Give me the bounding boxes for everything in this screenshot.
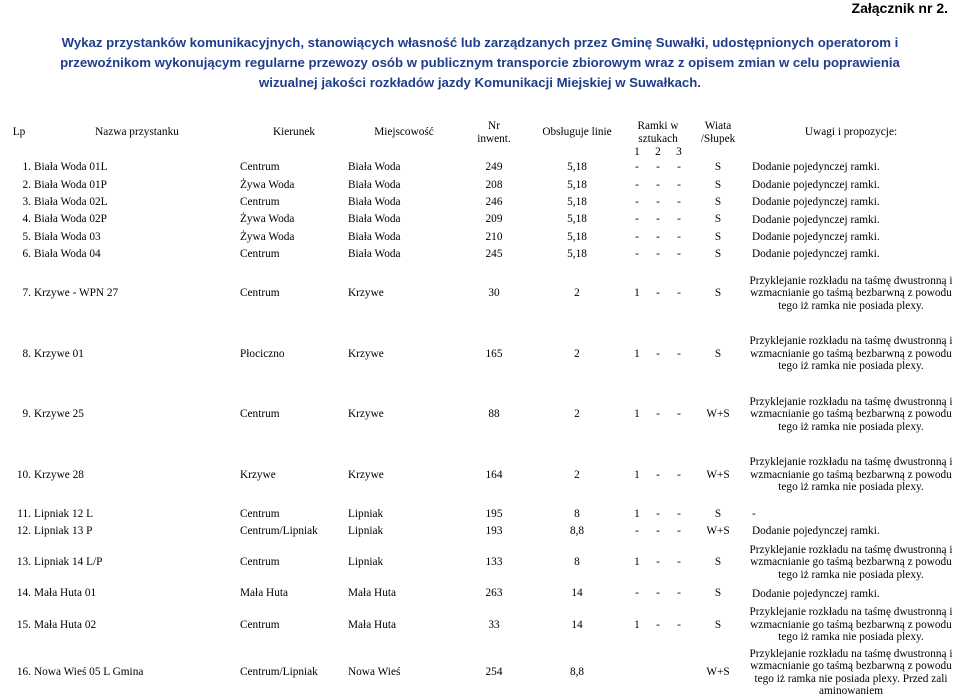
row-frame-1: 1: [634, 287, 640, 300]
row-shelter: S: [714, 161, 722, 174]
row-note: Przyklejanie rozkładu na taśmę dwustronną i wzmacnianie go taśmą bezbarwną z powodu tego iż ramka nie posiada plexy.: [749, 456, 953, 494]
row-town: Krzywe: [348, 468, 384, 481]
col-lp: Lp: [12, 126, 26, 138]
col-direction: Kierunek: [272, 126, 316, 138]
row-lines: 8: [574, 507, 580, 520]
table-row: [4, 211, 956, 228]
row-inventory-number: 209: [485, 213, 503, 226]
row-direction: Centrum: [240, 556, 280, 569]
stop-name-text: Lipniak 14 L/P: [34, 556, 103, 569]
row-town: Biała Woda: [348, 213, 401, 226]
row-direction: Żywa Woda: [240, 230, 295, 243]
stop-name-text: Mała Huta 01: [34, 587, 97, 600]
row-town: Biała Woda: [348, 195, 401, 208]
row-town: Mała Huta: [348, 587, 396, 600]
row-frame-3: -: [677, 618, 681, 631]
stops-table: [4, 106, 956, 698]
row-inventory-number: 165: [485, 347, 503, 360]
table-row: [4, 246, 956, 263]
row-note: Dodanie pojedynczej ramki.: [752, 196, 880, 209]
row-frame-3: -: [677, 347, 681, 360]
row-stop-name: [34, 176, 240, 193]
table-row: [4, 585, 956, 602]
row-direction: Centrum: [240, 408, 280, 421]
row-inventory-number: 263: [485, 587, 503, 600]
row-lp: 2.: [22, 178, 31, 191]
row-frame-2: -: [656, 230, 660, 243]
stop-name-text: Krzywe - WPN 27: [34, 287, 119, 300]
row-town: Lipniak: [348, 556, 384, 569]
row-note: Dodanie pojedynczej ramki.: [752, 161, 880, 174]
row-inventory-number: 246: [485, 195, 503, 208]
row-lines: 8,8: [569, 524, 585, 537]
row-lines: 5,18: [567, 178, 587, 191]
row-direction: Mała Huta: [240, 587, 288, 600]
row-shelter: W+S: [706, 408, 730, 421]
row-direction: Płociczno: [240, 347, 285, 360]
stop-name-text: Krzywe 01: [34, 347, 84, 360]
row-lines: 5,18: [567, 248, 587, 261]
col-name: Nazwa przystanku: [95, 126, 179, 138]
row-direction: Żywa Woda: [240, 178, 295, 191]
row-frame-3: -: [677, 178, 681, 191]
row-lines: 14: [571, 618, 583, 631]
row-note: Dodanie pojedynczej ramki.: [752, 248, 880, 261]
col-frames: [626, 106, 690, 146]
row-lines: 5,18: [567, 230, 587, 243]
row-stop-name: [34, 324, 240, 385]
row-lp: 13.: [16, 556, 31, 569]
row-shelter: S: [714, 230, 722, 243]
row-town: Biała Woda: [348, 178, 401, 191]
row-town: Lipniak: [348, 507, 384, 520]
table-row: [4, 176, 956, 193]
row-frame-1: -: [635, 230, 639, 243]
row-stop-name: [34, 384, 240, 445]
stop-name-text: Nowa Wieś 05 L Gmina: [34, 666, 144, 679]
row-frame-3: -: [677, 507, 681, 520]
row-note: Przyklejanie rozkładu na taśmę dwustronną i wzmacnianie go taśmą bezbarwną z powodu tego iż ramka nie posiada plexy.: [749, 543, 953, 581]
row-direction: Żywa Woda: [240, 213, 295, 226]
row-inventory-number: 133: [485, 556, 503, 569]
row-lines: 5,18: [567, 195, 587, 208]
row-shelter: S: [714, 507, 722, 520]
row-frame-2: -: [656, 347, 660, 360]
row-direction: Krzywe: [240, 468, 276, 481]
row-frame-3: -: [677, 556, 681, 569]
row-frame-2: -: [656, 195, 660, 208]
row-note: Przyklejanie rozkładu na taśmę dwustronną i wzmacnianie go taśmą bezbarwną z powodu tego iż ramka nie posiada plexy.: [749, 274, 953, 312]
row-frame-3: -: [677, 248, 681, 261]
row-inventory-number: 193: [485, 524, 503, 537]
table-row: [4, 603, 956, 648]
row-frame-1: -: [635, 248, 639, 261]
stop-name-text: Biała Woda 03: [34, 230, 101, 243]
row-note: -: [752, 507, 756, 520]
row-stop-name: [34, 648, 240, 698]
row-stop-name: [34, 159, 240, 176]
stop-name-text: Lipniak 12 L: [34, 507, 93, 520]
row-lines: 2: [574, 408, 580, 421]
row-frame-2: -: [656, 618, 660, 631]
row-frame-2: -: [656, 213, 660, 226]
row-shelter: S: [714, 618, 722, 631]
title-line-1: Wykaz przystanków komunikacyjnych, stanowiących własność lub zarządzanych przez Gminę Suwałki, udostępnionych operatorom i: [61, 35, 899, 50]
row-note: Przyklejanie rozkładu na taśmę dwustronną i wzmacnianie go taśmą bezbarwną z powodu tego iż ramka nie posiada plexy. Przed zali aminowaniem: [749, 647, 953, 698]
table-row: [4, 229, 956, 246]
title-line-2: przewoźnikom wykonującym regularne przewozy osób w publicznym transporcie zbiorowym wraz z opisem zmian w celu poprawienia: [60, 55, 900, 70]
row-stop-name: [34, 263, 240, 324]
row-shelter: S: [714, 587, 722, 600]
col-shelter-line1: Wiata: [704, 119, 732, 132]
col-frames-line2: sztukach: [638, 133, 678, 145]
row-direction: Centrum/Lipniak: [240, 524, 318, 537]
row-frame-1: -: [635, 161, 639, 174]
row-lp: 14.: [16, 587, 31, 600]
row-lp: 7.: [22, 287, 31, 300]
row-frame-2: -: [656, 468, 660, 481]
stop-name-text: Krzywe 28: [34, 468, 84, 481]
row-direction: Centrum: [240, 287, 280, 300]
row-town: Krzywe: [348, 408, 384, 421]
row-frame-2: -: [656, 408, 660, 421]
row-frame-3: -: [677, 524, 681, 537]
row-inventory-number: 195: [485, 507, 503, 520]
stop-name-text: Biała Woda 02P: [34, 213, 107, 226]
row-town: Mała Huta: [348, 618, 396, 631]
row-stop-name: [34, 246, 240, 263]
row-inventory-number: 88: [488, 408, 500, 421]
row-note: Dodanie pojedynczej ramki.: [752, 230, 880, 243]
col-frame-3: 3: [676, 146, 682, 158]
row-note: Dodanie pojedynczej ramki.: [752, 178, 880, 191]
row-direction: Centrum/Lipniak: [240, 666, 318, 679]
row-lp: 5.: [22, 230, 31, 243]
row-town: Biała Woda: [348, 161, 401, 174]
row-inventory-number: 30: [488, 287, 500, 300]
row-shelter: W+S: [706, 468, 730, 481]
row-lines: 14: [571, 587, 583, 600]
row-note: Przyklejanie rozkładu na taśmę dwustronną i wzmacnianie go taśmą bezbarwną z powodu tego iż ramka nie posiada plexy.: [749, 335, 953, 373]
row-shelter: W+S: [706, 666, 730, 679]
row-shelter: S: [714, 556, 722, 569]
row-town: Nowa Wieś: [348, 666, 401, 679]
table-body: [4, 159, 956, 698]
row-frame-3: -: [677, 230, 681, 243]
row-town: Lipniak: [348, 524, 384, 537]
row-frame-1: -: [635, 178, 639, 191]
row-stop-name: [34, 603, 240, 648]
row-frame-2: -: [656, 524, 660, 537]
col-inventory-line1: Nr: [488, 119, 500, 132]
row-direction: Centrum: [240, 507, 280, 520]
row-lp: 9.: [22, 408, 31, 421]
table-row: [4, 384, 956, 445]
row-shelter: S: [714, 195, 722, 208]
row-frame-1: -: [635, 524, 639, 537]
row-frame-2: -: [656, 287, 660, 300]
row-frame-3: -: [677, 587, 681, 600]
row-frame-3: -: [677, 468, 681, 481]
row-lines: 8: [574, 556, 580, 569]
col-notes: Uwagi i propozycje:: [804, 126, 898, 138]
row-town: Krzywe: [348, 287, 384, 300]
row-frame-3: -: [677, 287, 681, 300]
row-frame-1: -: [635, 213, 639, 226]
row-lp: 3.: [22, 195, 31, 208]
title-line-3: wizualnej jakości rozkładów jazdy Komunikacji Miejskiej w Suwałkach.: [259, 75, 701, 90]
row-stop-name: [34, 540, 240, 585]
row-lines: 5,18: [567, 213, 587, 226]
table-row: [4, 194, 956, 211]
row-frame-3: -: [677, 195, 681, 208]
row-stop-name: [34, 194, 240, 211]
row-lp: 16.: [16, 666, 31, 679]
row-lines: 5,18: [567, 161, 587, 174]
row-lp: 8.: [22, 347, 31, 360]
row-stop-name: [34, 211, 240, 228]
stop-name-text: Biała Woda 01L: [34, 161, 108, 174]
row-note: Dodanie pojedynczej ramki.: [752, 525, 880, 538]
annex-label: Załącznik nr 2.: [851, 0, 948, 16]
row-stop-name: [34, 445, 240, 506]
row-lp: 15.: [16, 618, 31, 631]
row-frame-1: 1: [634, 408, 640, 421]
row-frame-1: [626, 648, 648, 698]
col-lines: Obsługuje linie: [542, 126, 612, 138]
row-frame-2: -: [656, 161, 660, 174]
table-row: [4, 540, 956, 585]
row-frame-1: 1: [634, 347, 640, 360]
row-inventory-number: 254: [485, 666, 503, 679]
row-town: Biała Woda: [348, 230, 401, 243]
row-frame-2: -: [656, 587, 660, 600]
row-inventory-number: 164: [485, 468, 503, 481]
col-frame-2: 2: [655, 146, 661, 158]
row-inventory-number: 245: [485, 248, 503, 261]
row-stop-name: [34, 523, 240, 540]
stop-name-text: Biała Woda 04: [34, 248, 101, 261]
row-stop-name: [34, 505, 240, 522]
stop-name-text: Lipniak 13 P: [34, 524, 93, 537]
row-lp: 12.: [16, 524, 31, 537]
row-lines: 2: [574, 347, 580, 360]
row-lp: 10.: [16, 468, 31, 481]
row-lp: 4.: [22, 213, 31, 226]
row-inventory-number: 210: [485, 230, 503, 243]
row-frame-2: -: [656, 556, 660, 569]
row-shelter: W+S: [706, 524, 730, 537]
table-row: [4, 263, 956, 324]
row-stop-name: [34, 585, 240, 602]
row-frame-2: -: [656, 178, 660, 191]
row-lp: 6.: [22, 248, 31, 261]
stop-name-text: Krzywe 25: [34, 408, 84, 421]
row-frame-1: 1: [634, 507, 640, 520]
row-direction: Centrum: [240, 248, 280, 261]
row-inventory-number: 249: [485, 161, 503, 174]
row-shelter: S: [714, 178, 722, 191]
row-frame-1: -: [635, 587, 639, 600]
stop-name-text: Mała Huta 02: [34, 618, 97, 631]
row-frame-1: -: [635, 195, 639, 208]
row-direction: Centrum: [240, 161, 280, 174]
col-inventory: [460, 106, 528, 159]
row-stop-name: [34, 229, 240, 246]
table-row: [4, 159, 956, 176]
stop-name-text: Biała Woda 02L: [34, 195, 108, 208]
row-note: Przyklejanie rozkładu na taśmę dwustronną i wzmacnianie go taśmą bezbarwną z powodu tego iż ramka nie posiada plexy.: [749, 606, 953, 644]
table-row: [4, 324, 956, 385]
row-frame-3: -: [677, 161, 681, 174]
col-frame-1: 1: [634, 146, 640, 158]
row-frame-3: -: [677, 213, 681, 226]
row-inventory-number: 208: [485, 178, 503, 191]
table-header: [4, 106, 956, 159]
row-frame-2: [648, 648, 668, 698]
row-lines: 2: [574, 287, 580, 300]
row-frame-1: 1: [634, 618, 640, 631]
col-shelter: [690, 106, 746, 159]
document-title: [0, 33, 960, 93]
row-lp: 11.: [17, 507, 31, 520]
row-frame-3: [668, 648, 690, 698]
row-lines: 2: [574, 468, 580, 481]
col-shelter-line2: /Słupek: [700, 132, 736, 145]
row-frame-1: 1: [634, 468, 640, 481]
table-row: [4, 505, 956, 522]
row-shelter: S: [714, 213, 722, 226]
row-frame-2: -: [656, 507, 660, 520]
row-note: Przyklejanie rozkładu na taśmę dwustronną i wzmacnianie go taśmą bezbarwną z powodu tego iż ramka nie posiada plexy.: [749, 395, 953, 433]
col-frames-line1: Ramki w: [637, 120, 679, 132]
row-frame-3: -: [677, 408, 681, 421]
row-town: Krzywe: [348, 347, 384, 360]
row-shelter: S: [714, 287, 722, 300]
row-lines: 8,8: [569, 666, 585, 679]
row-frame-1: 1: [634, 556, 640, 569]
row-town: Biała Woda: [348, 248, 401, 261]
row-inventory-number: 33: [488, 618, 500, 631]
row-shelter: S: [714, 347, 722, 360]
row-direction: Centrum: [240, 195, 280, 208]
table-row: [4, 445, 956, 506]
row-note: Dodanie pojedynczej ramki.: [752, 587, 880, 600]
table-row: [4, 648, 956, 698]
row-direction: Centrum: [240, 618, 280, 631]
row-lp: 1.: [22, 161, 31, 174]
col-inventory-line2: inwent.: [477, 132, 511, 145]
col-town: Miejscowość: [374, 126, 434, 138]
row-shelter: S: [714, 248, 722, 261]
row-note: Dodanie pojedynczej ramki.: [752, 213, 880, 226]
row-frame-2: -: [656, 248, 660, 261]
table-row: [4, 523, 956, 540]
stop-name-text: Biała Woda 01P: [34, 178, 107, 191]
